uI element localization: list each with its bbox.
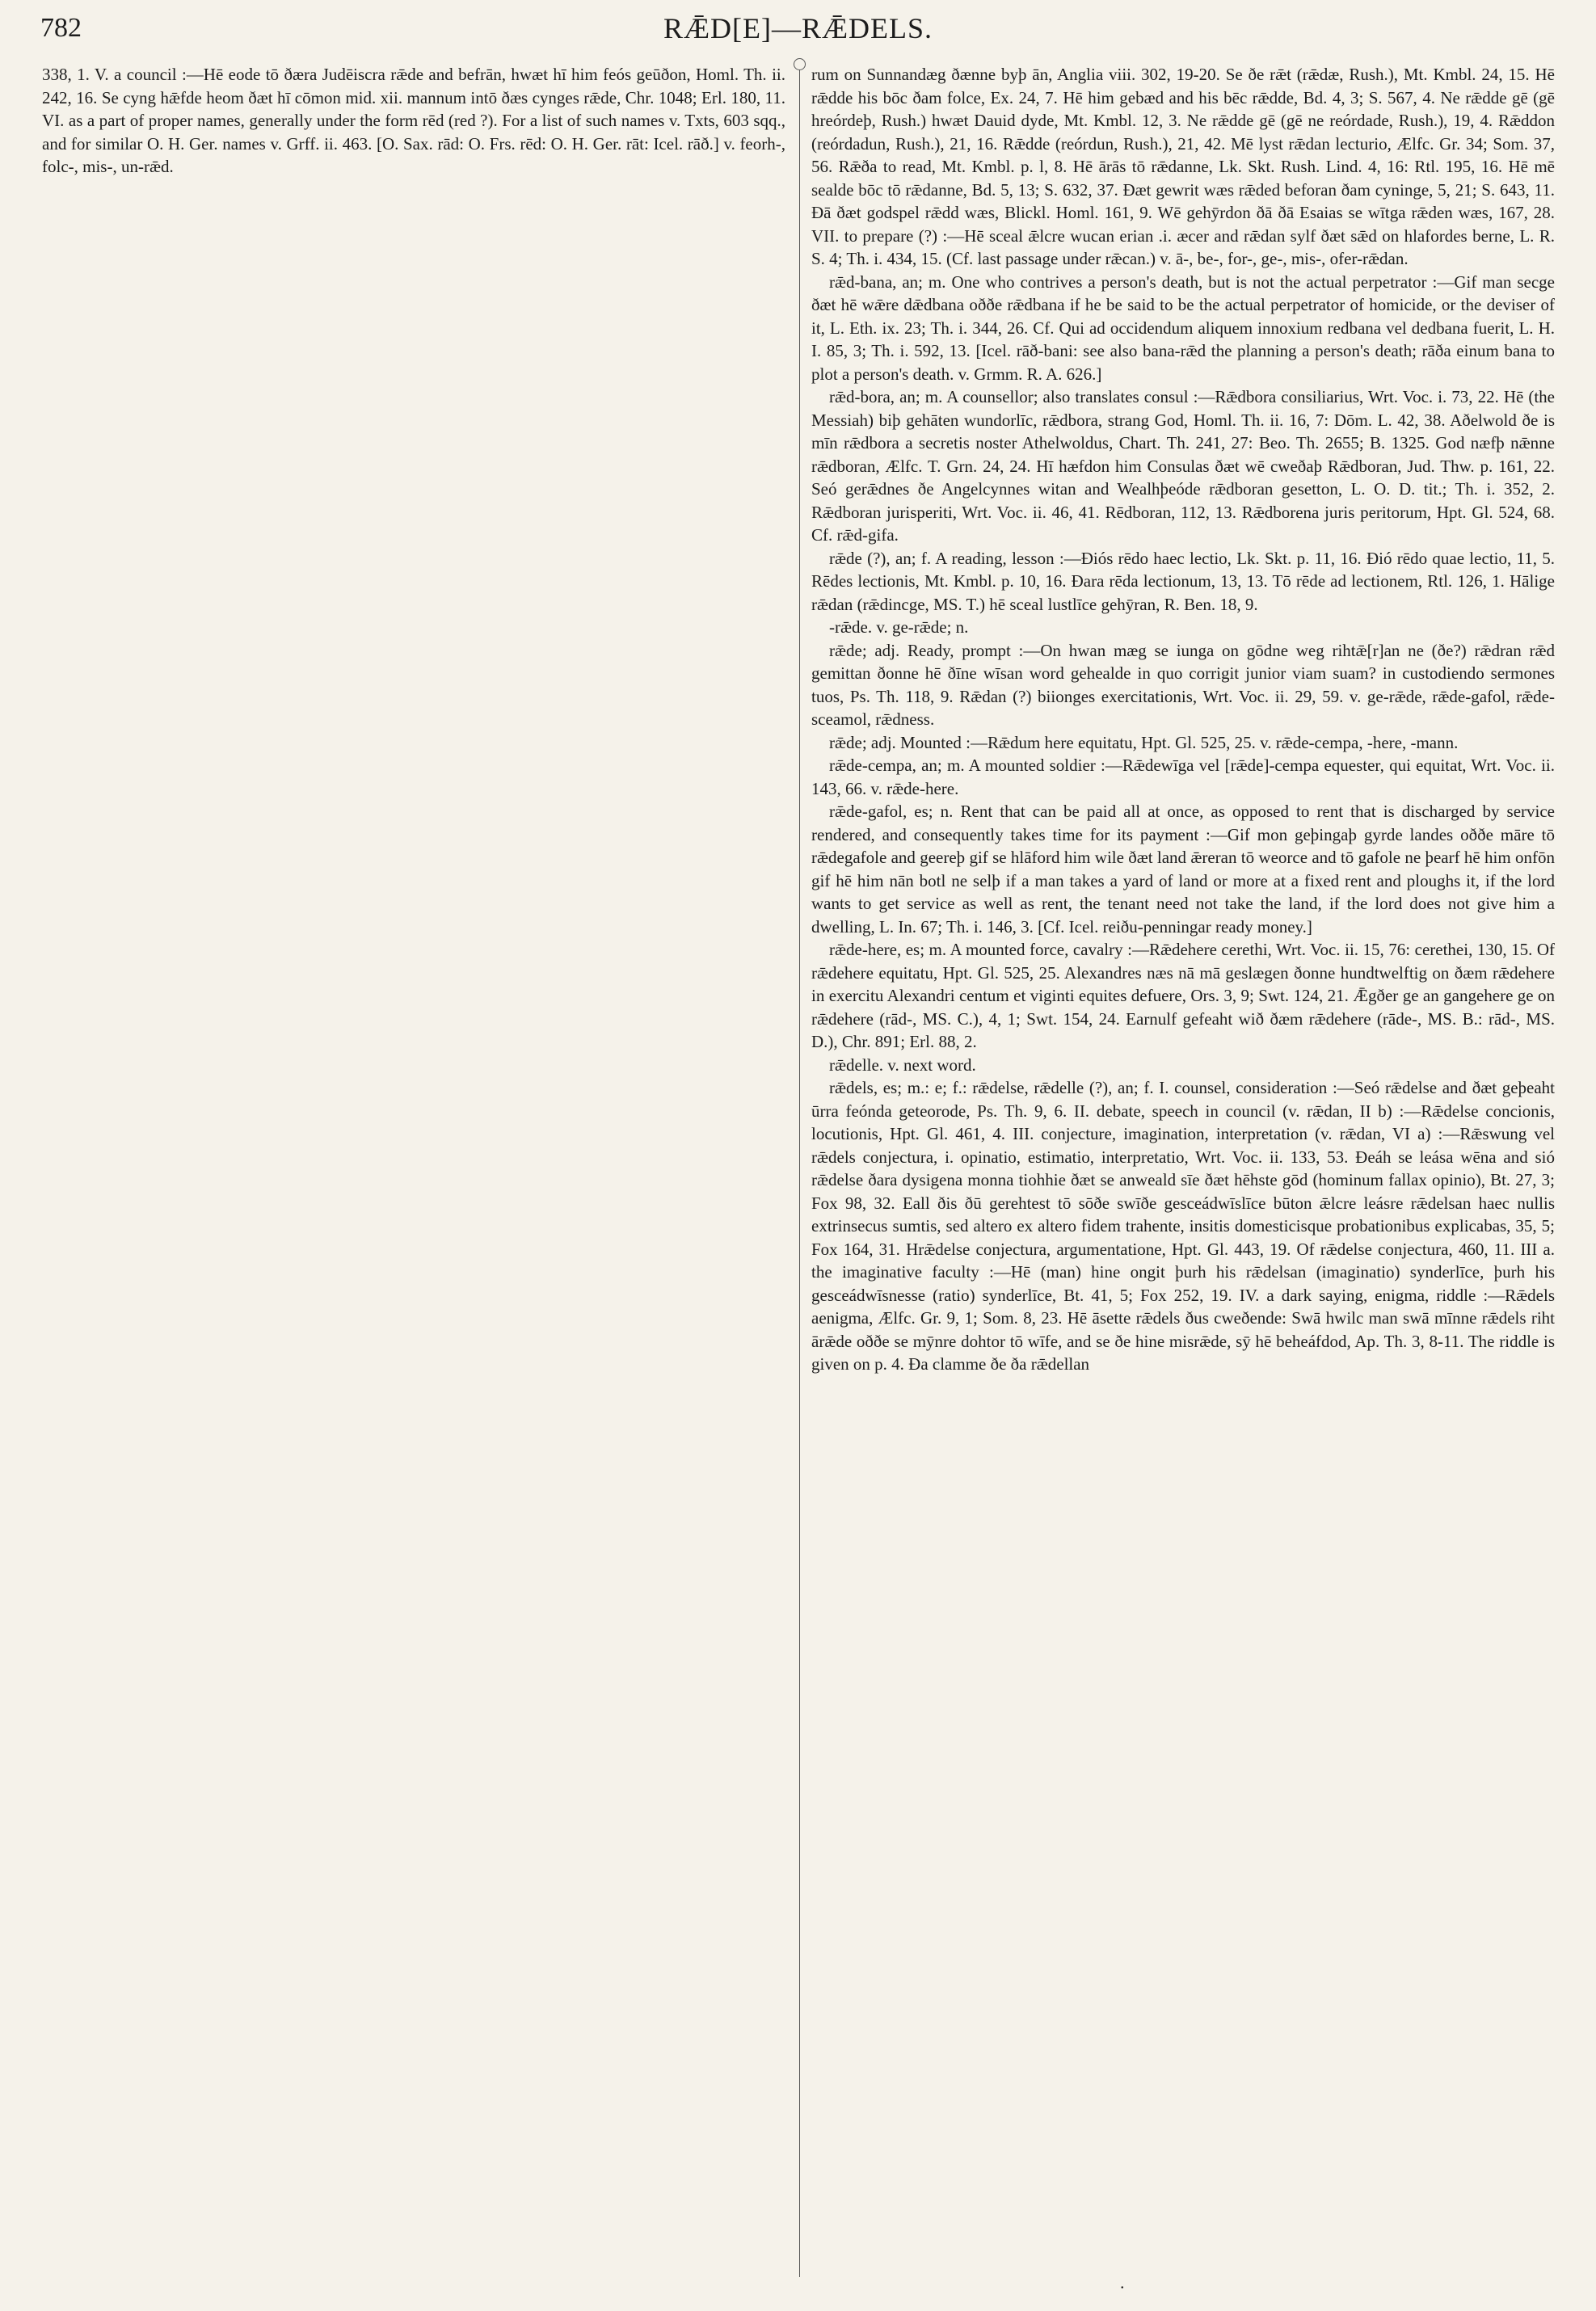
page-number: 782 <box>40 13 82 43</box>
left-paragraph: 338, 1. V. a council :—Hē eode tō ðæra Judēiscra rǣde and befrān, hwæt hī him feós geūðon, Homl. Th. ii. 242, 16. Se cyng hǣfde heom ðæt hī cōmon mid. xii. mannum intō ðæs cynges rǣde, Chr. 1048; Erl. 180, 11. VI. as a part of proper names, generally under the form rēd (red ?). For a list of such names v. Txts, 603 sqq., and for similar O. H. Ger. names v. Grff. ii. 463. [O. Sax. rād: O. Frs. rēd: O. H. Ger. rāt: Icel. rāð.] v. feorh-, folc-, mis-, un-rǣd. <box>42 65 785 176</box>
entry-raede-ready: rǣde; adj. Ready, prompt :—On hwan mæg se iunga on gōdne weg rihtǣ[r]an ne (ðe?) rǣdran rǣd gemittan ðonne hē ðīne wīsan word gehealde in quo corrigit junior viam suam? in custodiendo sermones tuos, Ps. Th. 118, 9. Rǣdan (?) biionges exercitationis, Wrt. Voc. ii. 29, 59. v. ge-rǣde, rǣde-gafol, rǣde-sceamol, rǣdness. <box>811 640 1555 729</box>
entry-raede-mounted: rǣde; adj. Mounted :—Rǣdum here equitatu, Hpt. Gl. 525, 25. v. rǣde-cempa, -here, -mann. <box>829 732 1459 752</box>
page-header <box>0 0 1596 57</box>
right-paragraph: rum on Sunnandæg ðænne byþ ān, Anglia viii. 302, 19-20. Se ðe rǣt (rǣdæ, Rush.), Mt. Kmbl. 24, 15. Hē rǣdde his bōc ðam folce, Ex. 24, 7. Hē him gebæd and his bēc rǣdde, Bd. 4, 3; S. 567, 4. Ne rǣdde gē (gē hreórdeþ, Rush.) hwæt Dauid dyde, Mt. Kmbl. 12, 3. Ne rǣdde gē (gē ne reórdade, Rush.), 19, 4. Rǣddon (reórdadun, Rush.), 21, 16. Rǣdde (reórdun, Rush.), 21, 42. Mē lyst rǣdan lecturio, Ælfc. Gr. 34; Som. 37, 56. Rǣða to read, Mt. Kmbl. p. l, 8. Hē ārās tō rǣdanne, Lk. Skt. Rush. Lind. 4, 16: Rtl. 195, 16. Hē mē sealde bōc tō rǣdanne, Bd. 5, 13; S. 632, 37. Ðæt gewrit wæs rǣded beforan ðam cyninge, 5, 21; S. 643, 11. Ðā ðæt godspel rǣdd wæs, Blickl. Homl. 161, 9. Wē gehȳrdon ðā ðā Esaias se wītga rǣden wæs, 167, 28. VII. to prepare (?) :—Hē sceal ǣlcre wucan erian .i. æcer and rǣdan sylf ðæt sǣd on hlafordes berne, L. R. S. 4; Th. i. 434, 15. (Cf. last passage under rǣcan.) v. ā-, be-, for-, ge-, mis-, ofer-rǣdan. <box>811 65 1555 268</box>
two-column-body <box>42 63 1555 2277</box>
entry-raed-bana: rǣd-bana, an; m. One who contrives a person's death, but is not the actual perpetrator :—Gif man secge ðæt hē wǣre dǣdbana oððe rǣdbana if he be said to be the actual perpetrator of homicide, or the deviser of it, L. Eth. ix. 23; Th. i. 344, 26. Cf. Qui ad occidendum aliquem innoxium redbana vel dedbana fuerit, L. H. I. 85, 3; Th. i. 592, 13. [Icel. rāð-bani: see also bana-rǣd the planning a person's death; rāða einum bana to plot a person's death. v. Grmm. R. A. 626.] <box>811 272 1555 384</box>
right-column <box>811 63 1555 2277</box>
entry-raed-bora: rǣd-bora, an; m. A counsellor; also translates consul :—Rǣdbora consiliarius, Wrt. Voc. i. 73, 22. Hē (the Messiah) biþ gehāten wundorlīc, rǣdbora, strang God, Homl. Th. ii. 16, 7: Dōm. L. 42, 38. Aðelwold ðe is mīn rǣdbora a secretis noster Athelwoldus, Chart. Th. 241, 27: Beo. Th. 2655; B. 1325. God næfþ nǣnne rǣdboran, Ælfc. T. Grn. 24, 24. Hī hæfdon him Consulas ðæt wē cweðaþ Rǣdboran, Jud. Thw. p. 161, 22. Seó gerǣdnes ðe Angelcynnes witan and Wealhþeóde rǣdboran gesetton, L. O. D. tit.; Th. i. 352, 2. Rǣdboran jurisperiti, Wrt. Voc. ii. 46, 41. Rēdboran, 112, 13. Rǣdborena juris peritorum, Hpt. Gl. 524, 68. Cf. rǣd-gifa. <box>811 387 1555 545</box>
entry-raede-here: rǣde-here, es; m. A mounted force, cavalry :—Rǣdehere cerethi, Wrt. Voc. ii. 15, 76: cerethei, 130, 15. Of rǣdehere equitatu, Hpt. Gl. 525, 25. Alexandres næs nā mā geslægen ðonne hundtwelftig on ðæm rǣdehere in exercitu Alexandri centum et viginti equites defuere, Ors. 3, 9; Swt. 124, 21. Ǣgðer ge an gangehere ge on rǣdehere (rād-, MS. C.), 4, 1; Swt. 154, 24. Earnulf gefeaht wið ðæm rǣdehere (rāde-, MS. B.: rād-, MS. D.), Chr. 891; Erl. 88, 2. <box>811 940 1555 1051</box>
divider-ornament-icon <box>794 58 806 70</box>
entry-raedelle: rǣdelle. v. next word. <box>829 1054 976 1075</box>
entry-raede-cempa: rǣde-cempa, an; m. A mounted soldier :—Rǣdewīga vel [rǣde]-cempa equester, qui equitat, Wrt. Voc. ii. 143, 66. v. rǣde-here. <box>811 756 1555 798</box>
left-column <box>42 63 785 2277</box>
entry-raede-suffix: -rǣde. v. ge-rǣde; n. <box>829 617 969 637</box>
entry-raede-gafol: rǣde-gafol, es; n. Rent that can be paid all at once, as opposed to rent that is discharged by service rendered, and consequently takes time for its payment :—Gif mon geþingaþ gyrde landes oððe māre tō rǣdegafole and geereþ gif se hlāford him wile ðæt land ǣreran tō weorce and tō gafole ne þearf hē him onfōn gif hē him nān botl ne selþ if a man takes a yard of land or more at a fixed rent and ploughs it, if the lord wants to get service as well as rent, the tenant need not take the land, if the lord does not give him a dwelling, L. In. 67; Th. i. 146, 3. [Cf. Icel. reiðu-penningar ready money.] <box>811 802 1555 937</box>
footer-mark: . <box>1120 2272 1125 2292</box>
entry-raede-reading: rǣde (?), an; f. A reading, lesson :—Ðiós rēdo haec lectio, Lk. Skt. p. 11, 16. Ðió rēdo quae lectio, 11, 5. Rēdes lectionis, Mt. Kmbl. p. 10, 16. Ðara rēda lectionum, 13, 13. Tō rēde ad lectionem, Rtl. 126, 1. Hālige rǣdan (rǣdincge, MS. T.) hē sceal lustlīce gehȳran, R. Ben. 18, 9. <box>811 548 1555 614</box>
running-head: RǢD[E]—RǢDELS. <box>663 12 933 44</box>
column-divider <box>799 63 800 2277</box>
entry-raedels: rǣdels, es; m.: e; f.: rǣdelse, rǣdelle (?), an; f. I. counsel, consideration :—Seó rǣdelse and ðæt geþeaht ūrra feónda geteorode, Ps. Th. 9, 6. II. debate, speech in council (v. rǣdan, II b) :—Rǣdelse concionis, locutionis, Hpt. Gl. 461, 4. III. conjecture, imagination, interpretation (v. rǣdan, VI a) :—Rǣswung vel rǣdels conjectura, i. opinatio, estimatio, interpretatio, Wrt. Voc. ii. 133, 53. Ðeáh se leása wēna and sió rǣdelse ðara dysigena monna tiohhie ðæt se anweald sīe ðæt hēhste gōd (hominum fallax opinio), Bt. 27, 3; Fox 98, 32. Eall ðis ðū gerehtest tō sōðe swīðe gesceádwīslīce būton ǣlcre leásre rǣdelsan haec nullis extrinsecus sumtis, sed altero ex altero fidem trahente, insitis domesticisque probationibus explicabas, 35, 5; Fox 164, 31. Hrǣdelse conjectura, argumentatione, Hpt. Gl. 443, 19. Of rǣdelse conjectura, 460, 11. III a. the imaginative faculty :—Hē (man) hine ongit þurh his rǣdelsan (imaginatio) synderlīce, þurh his gesceádwīsnesse (ratio) synderlīce, Bt. 41, 5; Fox 252, 19. IV. a dark saying, enigma, riddle :—Rǣdels aenigma, Ælfc. Gr. 9, 1; Som. 8, 23. Hē āsette rǣdels ðus cweðende: Swā hwilc man swā mīnne rǣdels riht ārǣde oððe se mȳnre dohtor tō wīfe, and se ðe hine misrǣde, sȳ hē beheáfdod, Ap. Th. 3, 8-11. The riddle is given on p. 4. Ða clamme ðe ða rǣdellan <box>811 1078 1555 1374</box>
